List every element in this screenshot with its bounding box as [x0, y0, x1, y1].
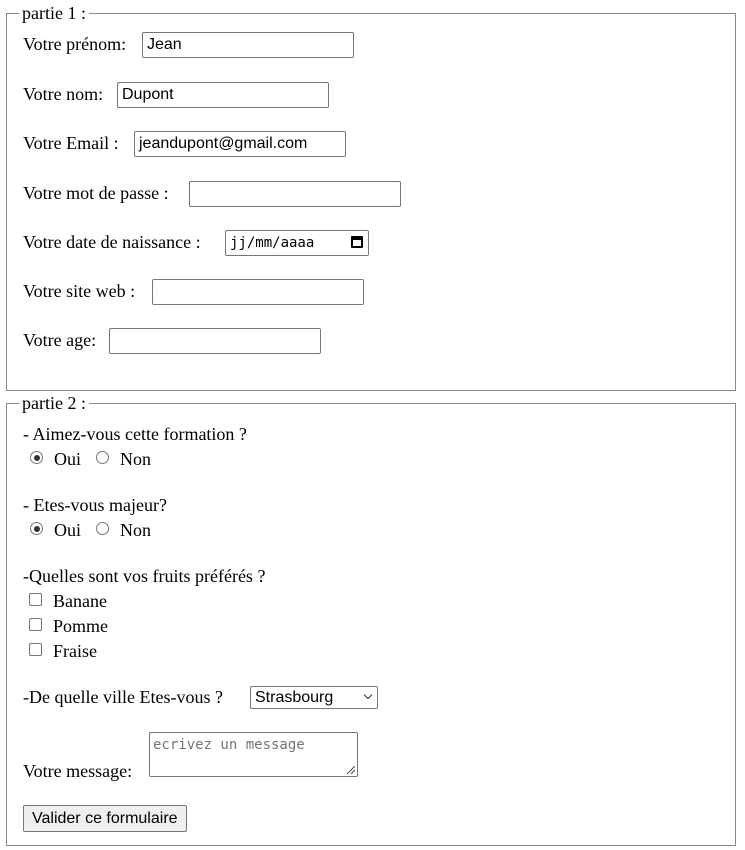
row-website [23, 279, 135, 303]
radio-majeur-oui-label: Oui [54, 520, 81, 540]
website-input[interactable] [152, 279, 364, 305]
checkbox-banane[interactable] [29, 593, 42, 606]
message-textarea[interactable] [149, 732, 358, 777]
question-fruits: -Quelles sont vos fruits préférés ? [23, 566, 266, 586]
calendar-icon[interactable] [351, 236, 363, 248]
legend-partie-1: partie 1 : [19, 1, 89, 25]
nom-label: Votre nom: [23, 84, 104, 104]
checkbox-fraise-label: Fraise [53, 641, 97, 661]
password-label: Votre mot de passe : [23, 183, 169, 203]
radio-formation-oui-label: Oui [54, 449, 81, 469]
row-password [23, 181, 169, 205]
birthdate-input[interactable] [225, 230, 369, 256]
question-majeur: - Etes-vous majeur? [23, 495, 167, 515]
website-label: Votre site web : [23, 281, 136, 301]
question-formation: - Aimez-vous cette formation ? [23, 424, 247, 444]
fieldset-partie-1 [6, 3, 736, 391]
prenom-input[interactable]: Jean [142, 32, 354, 58]
checkbox-pomme[interactable] [29, 618, 42, 631]
chevron-down-icon [364, 691, 372, 699]
ville-select-value: Strasbourg [255, 689, 334, 706]
radio-formation-non-label: Non [120, 449, 151, 469]
message-placeholder: ecrivez un message [153, 737, 305, 753]
radio-majeur-oui[interactable] [30, 522, 43, 535]
row-email [23, 131, 119, 155]
checkbox-pomme-label: Pomme [53, 616, 109, 636]
checkbox-banane-label: Banane [53, 591, 107, 611]
row-nom [23, 82, 103, 106]
radio-majeur-non-label: Non [120, 520, 151, 540]
legend-partie-2: partie 2 : [19, 391, 89, 415]
fieldset-partie-2 [6, 393, 736, 846]
message-label: Votre message: [23, 761, 133, 781]
radio-formation-oui[interactable] [30, 451, 43, 464]
row-birthdate [23, 230, 201, 254]
age-label: Votre age: [23, 330, 97, 350]
row-age [23, 328, 96, 352]
ville-select[interactable] [250, 686, 378, 709]
row-prenom [23, 32, 126, 56]
email-label: Votre Email : [23, 133, 119, 153]
radio-majeur-non[interactable] [96, 522, 109, 535]
question-ville: -De quelle ville Etes-vous ? [23, 687, 223, 707]
submit-button[interactable]: Valider ce formulaire [23, 805, 187, 832]
nom-input[interactable]: Dupont [117, 82, 329, 108]
checkbox-fraise[interactable] [29, 643, 42, 656]
resize-grip-icon[interactable] [347, 766, 355, 774]
prenom-label: Votre prénom: [23, 34, 127, 54]
password-input[interactable] [189, 181, 401, 207]
birthdate-label: Votre date de naissance : [23, 232, 201, 252]
birthdate-placeholder: jj/mm/aaaa [230, 235, 315, 251]
age-input[interactable] [109, 328, 321, 354]
email-input[interactable]: jeandupont@gmail.com [134, 131, 346, 157]
radio-formation-non[interactable] [96, 451, 109, 464]
